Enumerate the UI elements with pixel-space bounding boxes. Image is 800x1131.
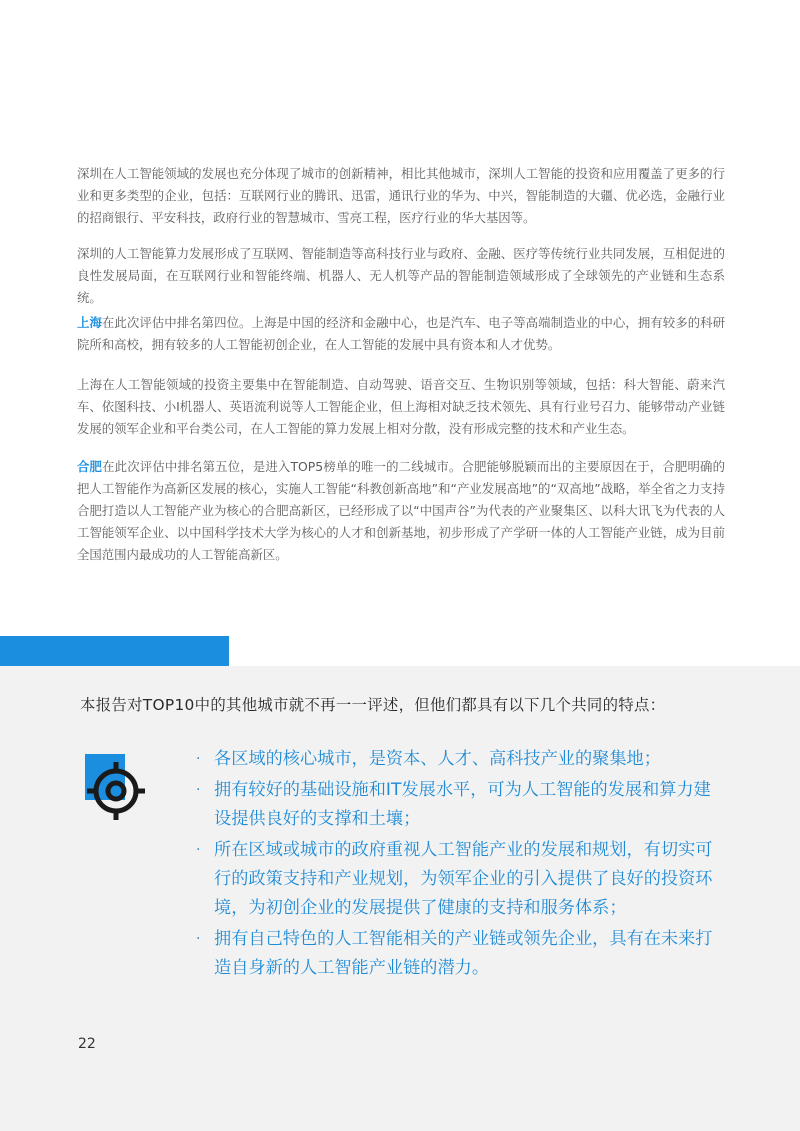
paragraph-shanghai-investment: 上海在人工智能领域的投资主要集中在智能制造、自动驾驶、语音交互、生物识别等领域，包括：科大智能、蔚来汽车、依图科技、小I机器人、英语流利说等人工智能企业，但上海相对缺乏技术领先、具有行业号召力、能够带动产业链发展的领军企业和平台类公司，在人工智能的算力发展上相对分散，没有形成完整的技术和产业生态。 — [77, 377, 725, 436]
summary-title: 本报告对TOP10中的其他城市就不再一一评述，但他们都具有以下几个共同的特点： — [80, 696, 666, 714]
paragraph-shanghai-rank — [77, 312, 725, 356]
bullet: · — [196, 782, 201, 798]
keyword-hefei: 合肥 — [77, 459, 103, 474]
summary-point-2 — [196, 776, 726, 834]
summary-point-3 — [196, 836, 726, 923]
bullet: · — [196, 842, 201, 858]
summary-point-text: 所在区域或城市的政府重视人工智能产业的发展和规划，有切实可行的政策支持和产业规划，为领军企业的引入提供了良好的投资环境，为初创企业的发展提供了健康的支持和服务体系； — [214, 840, 713, 918]
summary-point-text: 拥有较好的基础设施和IT发展水平，可为人工智能的发展和算力建设提供良好的支撑和土壤； — [214, 780, 711, 829]
summary-point-text: 拥有自己特色的人工智能相关的产业链或领先企业，具有在未来打造自身新的人工智能产业链的潜力。 — [214, 929, 713, 978]
paragraph-hefei-rank — [77, 456, 725, 566]
summary-point-1 — [196, 745, 726, 774]
paragraph-shenzhen-innovation: 深圳在人工智能领域的发展也充分体现了城市的创新精神，相比其他城市，深圳人工智能的投资和应用覆盖了更多的行业和更多类型的企业，包括：互联网行业的腾讯、迅雷，通讯行业的华为、中兴，智能制造的大疆、优必选，金融行业的招商银行、平安科技，政府行业的智慧城市、雪亮工程，医疗行业的华大基因等。 — [77, 166, 725, 225]
summary-points — [196, 745, 726, 985]
page-number: 22 — [78, 1036, 96, 1052]
crosshair-icon — [85, 760, 147, 822]
paragraph-hefei-rank-text: 在此次评估中排名第五位，是进入TOP5榜单的唯一的二线城市。合肥能够脱颖而出的主要原因在于，合肥明确的把人工智能作为高新区发展的核心，实施人工智能“科教创新高地”和“产业发展高地”的“双高地”战略，举全省之力支持合肥打造以人工智能产业为核心的合肥高新区，已经形成了以“中国声谷”为代表的产业聚集区、以科大讯飞为代表的人工智能领军企业、以中国科学技术大学为核心的人才和创新基地，初步形成了产学研一体的人工智能产业链，成为目前全国范围内最成功的人工智能高新区。 — [77, 459, 725, 562]
accent-bar — [0, 636, 229, 666]
bullet: · — [196, 931, 201, 947]
bullet: · — [196, 751, 201, 767]
paragraph-shenzhen-computing: 深圳的人工智能算力发展形成了互联网、智能制造等高科技行业与政府、金融、医疗等传统行业共同发展，互相促进的良性发展局面，在互联网行业和智能终端、机器人、无人机等产品的智能制造领域形成了全球领先的产业链和生态系统。 — [77, 246, 725, 305]
paragraph-shanghai-rank-text: 在此次评估中排名第四位。上海是中国的经济和金融中心，也是汽车、电子等高端制造业的中心，拥有较多的科研院所和高校，拥有较多的人工智能初创企业，在人工智能的发展中具有资本和人才优势。 — [77, 315, 726, 352]
summary-point-text: 各区域的核心城市，是资本、人才、高科技产业的聚集地； — [214, 749, 661, 769]
target-icon — [85, 754, 145, 824]
keyword-shanghai: 上海 — [77, 315, 102, 330]
summary-point-4 — [196, 925, 726, 983]
